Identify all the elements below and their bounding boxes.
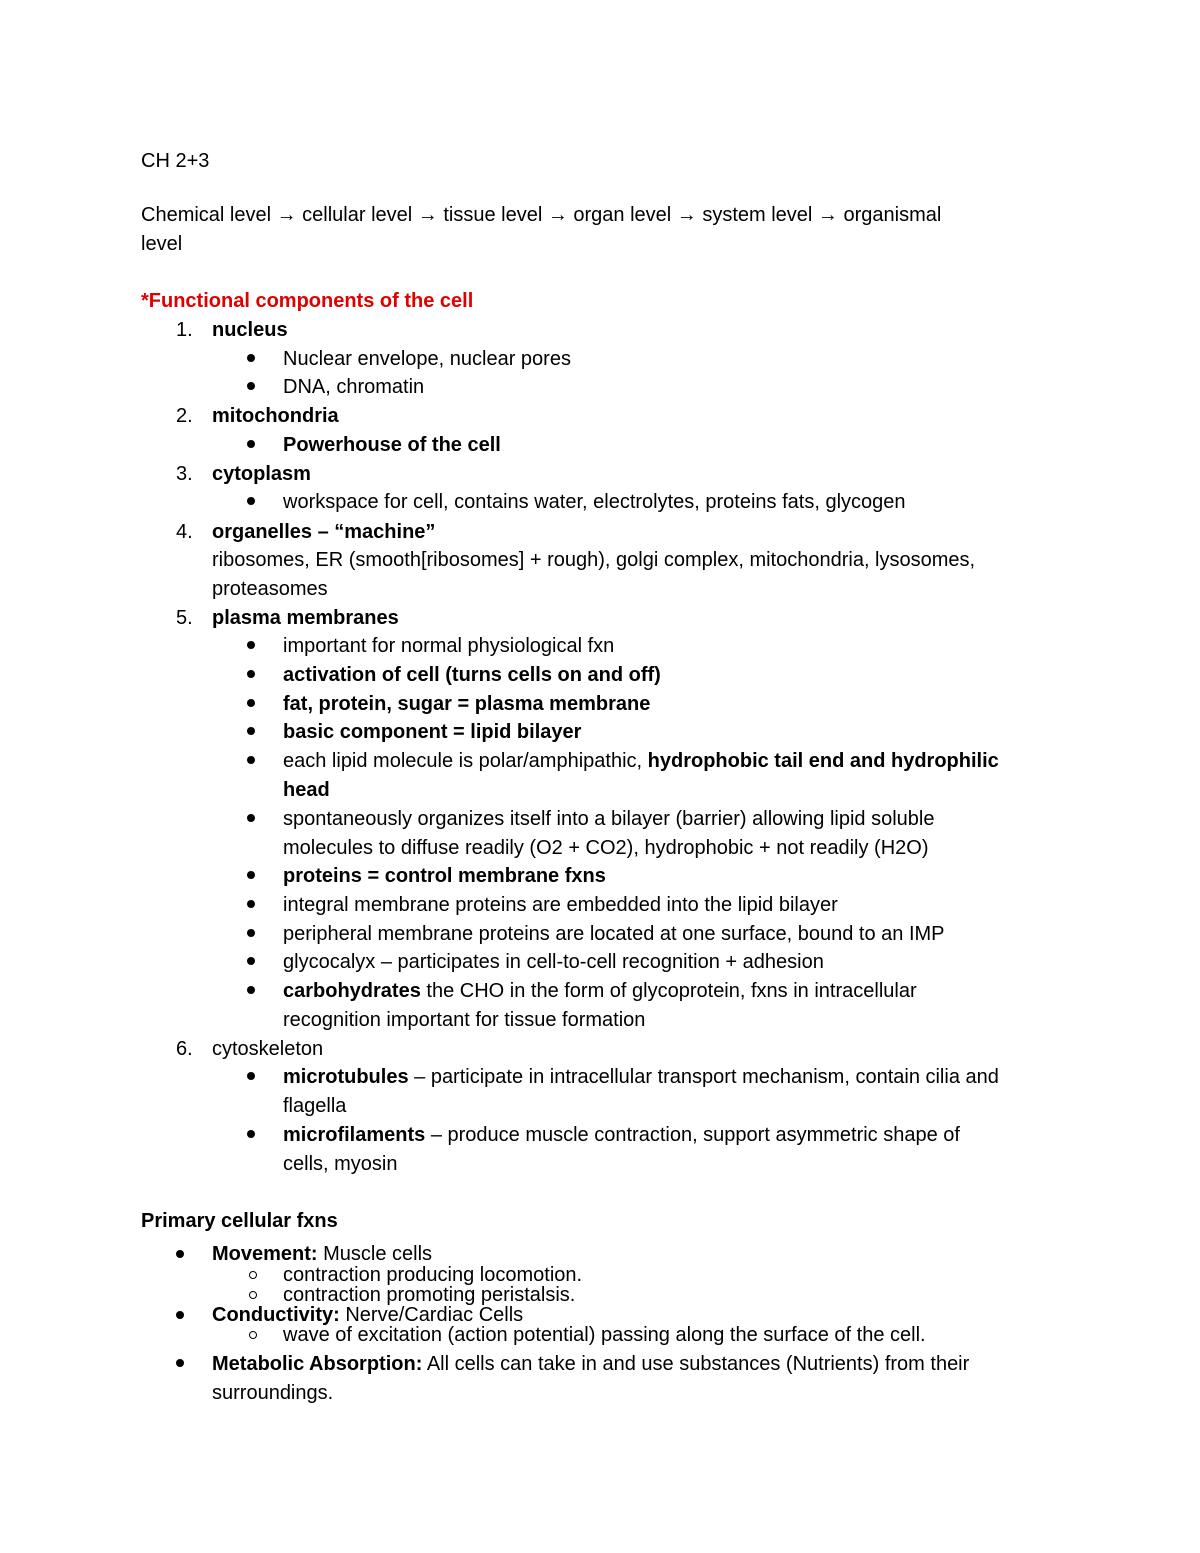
bullet-text	[283, 1064, 999, 1090]
item-number: 6.	[176, 1038, 193, 1060]
bullet-text: spontaneously organizes itself into a bilayer (barrier) allowing lipid soluble	[283, 808, 935, 830]
bullet-text-bold: carbohydrates	[283, 980, 421, 1002]
item-label-cytoskeleton: cytoskeleton	[212, 1038, 324, 1060]
item-number: 3.	[176, 463, 193, 485]
bullet-icon	[176, 1359, 184, 1367]
bullet-text-part: the CHO in the form of glycoprotein, fxns in intracellular	[420, 980, 917, 1002]
fxn-text: All cells can take in and use substances (Nutrients) from their	[422, 1353, 970, 1375]
bullet-icon	[247, 1130, 255, 1138]
fxn-label: Conductivity:	[212, 1304, 340, 1326]
item-number: 4.	[176, 521, 193, 543]
bullet-icon	[247, 727, 255, 735]
bullet-icon	[247, 871, 255, 879]
sub-bullet-text: contraction promoting peristalsis.	[283, 1284, 576, 1306]
item-label-mitochondria: mitochondria	[212, 405, 339, 427]
bullet-text	[283, 748, 999, 774]
doc-title: CH 2+3	[141, 150, 210, 172]
bullet-icon	[247, 497, 255, 505]
bullet-text: DNA, chromatin	[283, 376, 425, 398]
sub-bullet-icon	[249, 1291, 257, 1299]
bullet-icon	[247, 957, 255, 965]
bullet-icon	[247, 354, 255, 362]
levels-line-1: Chemical level → cellular level → tissue level → organ level → system level → organismal	[141, 204, 942, 226]
item-label-plasma-membranes: plasma membranes	[212, 607, 399, 629]
fxn-metabolic-absorption	[212, 1351, 969, 1377]
item-number: 1.	[176, 319, 193, 341]
fxn-text: Muscle cells	[317, 1243, 433, 1265]
bullet-icon	[247, 756, 255, 764]
bullet-icon	[176, 1250, 184, 1258]
sub-bullet-icon	[249, 1271, 257, 1279]
bullet-icon	[247, 670, 255, 678]
bullet-text	[283, 1122, 960, 1148]
fxn-text: Nerve/Cardiac Cells	[339, 1304, 524, 1326]
sub-bullet-text: wave of excitation (action potential) passing along the surface of the cell.	[283, 1324, 926, 1346]
bullet-icon	[176, 1311, 184, 1319]
fxn-movement	[212, 1244, 432, 1264]
bullet-text-continued: head	[283, 779, 330, 801]
bullet-icon	[247, 814, 255, 822]
bullet-text-bold: hydrophobic tail end and hydrophilic	[647, 750, 999, 772]
bullet-text-part: each lipid molecule is polar/amphipathic,	[283, 750, 648, 772]
organelles-text: proteasomes	[212, 578, 328, 600]
levels-line-2: level	[141, 233, 183, 255]
bullet-icon	[247, 440, 255, 448]
bullet-icon	[247, 641, 255, 649]
bullet-text: Powerhouse of the cell	[283, 434, 501, 456]
bullet-text-continued: recognition important for tissue formation	[283, 1009, 646, 1031]
bullet-text	[283, 978, 917, 1004]
bullet-text: workspace for cell, contains water, electrolytes, proteins fats, glycogen	[283, 491, 906, 513]
bullet-text-continued: cells, myosin	[283, 1153, 398, 1175]
bullet-text: basic component = lipid bilayer	[283, 721, 582, 743]
item-number: 2.	[176, 405, 193, 427]
bullet-text: important for normal physiological fxn	[283, 635, 615, 657]
bullet-text: integral membrane proteins are embedded into the lipid bilayer	[283, 894, 838, 916]
bullet-icon	[247, 699, 255, 707]
section-heading-primary-cellular-fxns: Primary cellular fxns	[141, 1210, 338, 1232]
bullet-text-part: – produce muscle contraction, support asymmetric shape of	[425, 1124, 960, 1146]
fxn-label: Metabolic Absorption:	[212, 1353, 423, 1375]
item-label-organelles: organelles – “machine”	[212, 521, 436, 543]
item-label-cytoplasm: cytoplasm	[212, 463, 311, 485]
bullet-text: fat, protein, sugar = plasma membrane	[283, 693, 651, 715]
bullet-text-continued: flagella	[283, 1095, 347, 1117]
bullet-icon	[247, 986, 255, 994]
fxn-label: Movement:	[212, 1243, 318, 1265]
sub-bullet-icon	[249, 1331, 257, 1339]
bullet-text-part: – participate in intracellular transport mechanism, contain cilia and	[408, 1066, 999, 1088]
bullet-text: glycocalyx – participates in cell-to-cell recognition + adhesion	[283, 951, 824, 973]
bullet-text: activation of cell (turns cells on and off)	[283, 664, 661, 686]
bullet-text-bold: microtubules	[283, 1066, 409, 1088]
bullet-text-continued: molecules to diffuse readily (O2 + CO2), hydrophobic + not readily (H2O)	[283, 837, 929, 859]
fxn-text-continued: surroundings.	[212, 1382, 334, 1404]
item-label-nucleus: nucleus	[212, 319, 288, 341]
fxn-conductivity	[212, 1305, 523, 1325]
item-number: 5.	[176, 607, 193, 629]
bullet-text: peripheral membrane proteins are located at one surface, bound to an IMP	[283, 923, 945, 945]
bullet-icon	[247, 900, 255, 908]
section-heading-functional-components: *Functional components of the cell	[141, 290, 474, 312]
bullet-text-bold: microfilaments	[283, 1124, 426, 1146]
bullet-icon	[247, 929, 255, 937]
bullet-icon	[247, 382, 255, 390]
sub-bullet-text: contraction producing locomotion.	[283, 1264, 583, 1286]
bullet-icon	[247, 1072, 255, 1080]
bullet-text: Nuclear envelope, nuclear pores	[283, 348, 571, 370]
bullet-text: proteins = control membrane fxns	[283, 865, 606, 887]
organelles-text: ribosomes, ER (smooth[ribosomes] + rough), golgi complex, mitochondria, lysosomes,	[212, 549, 976, 571]
